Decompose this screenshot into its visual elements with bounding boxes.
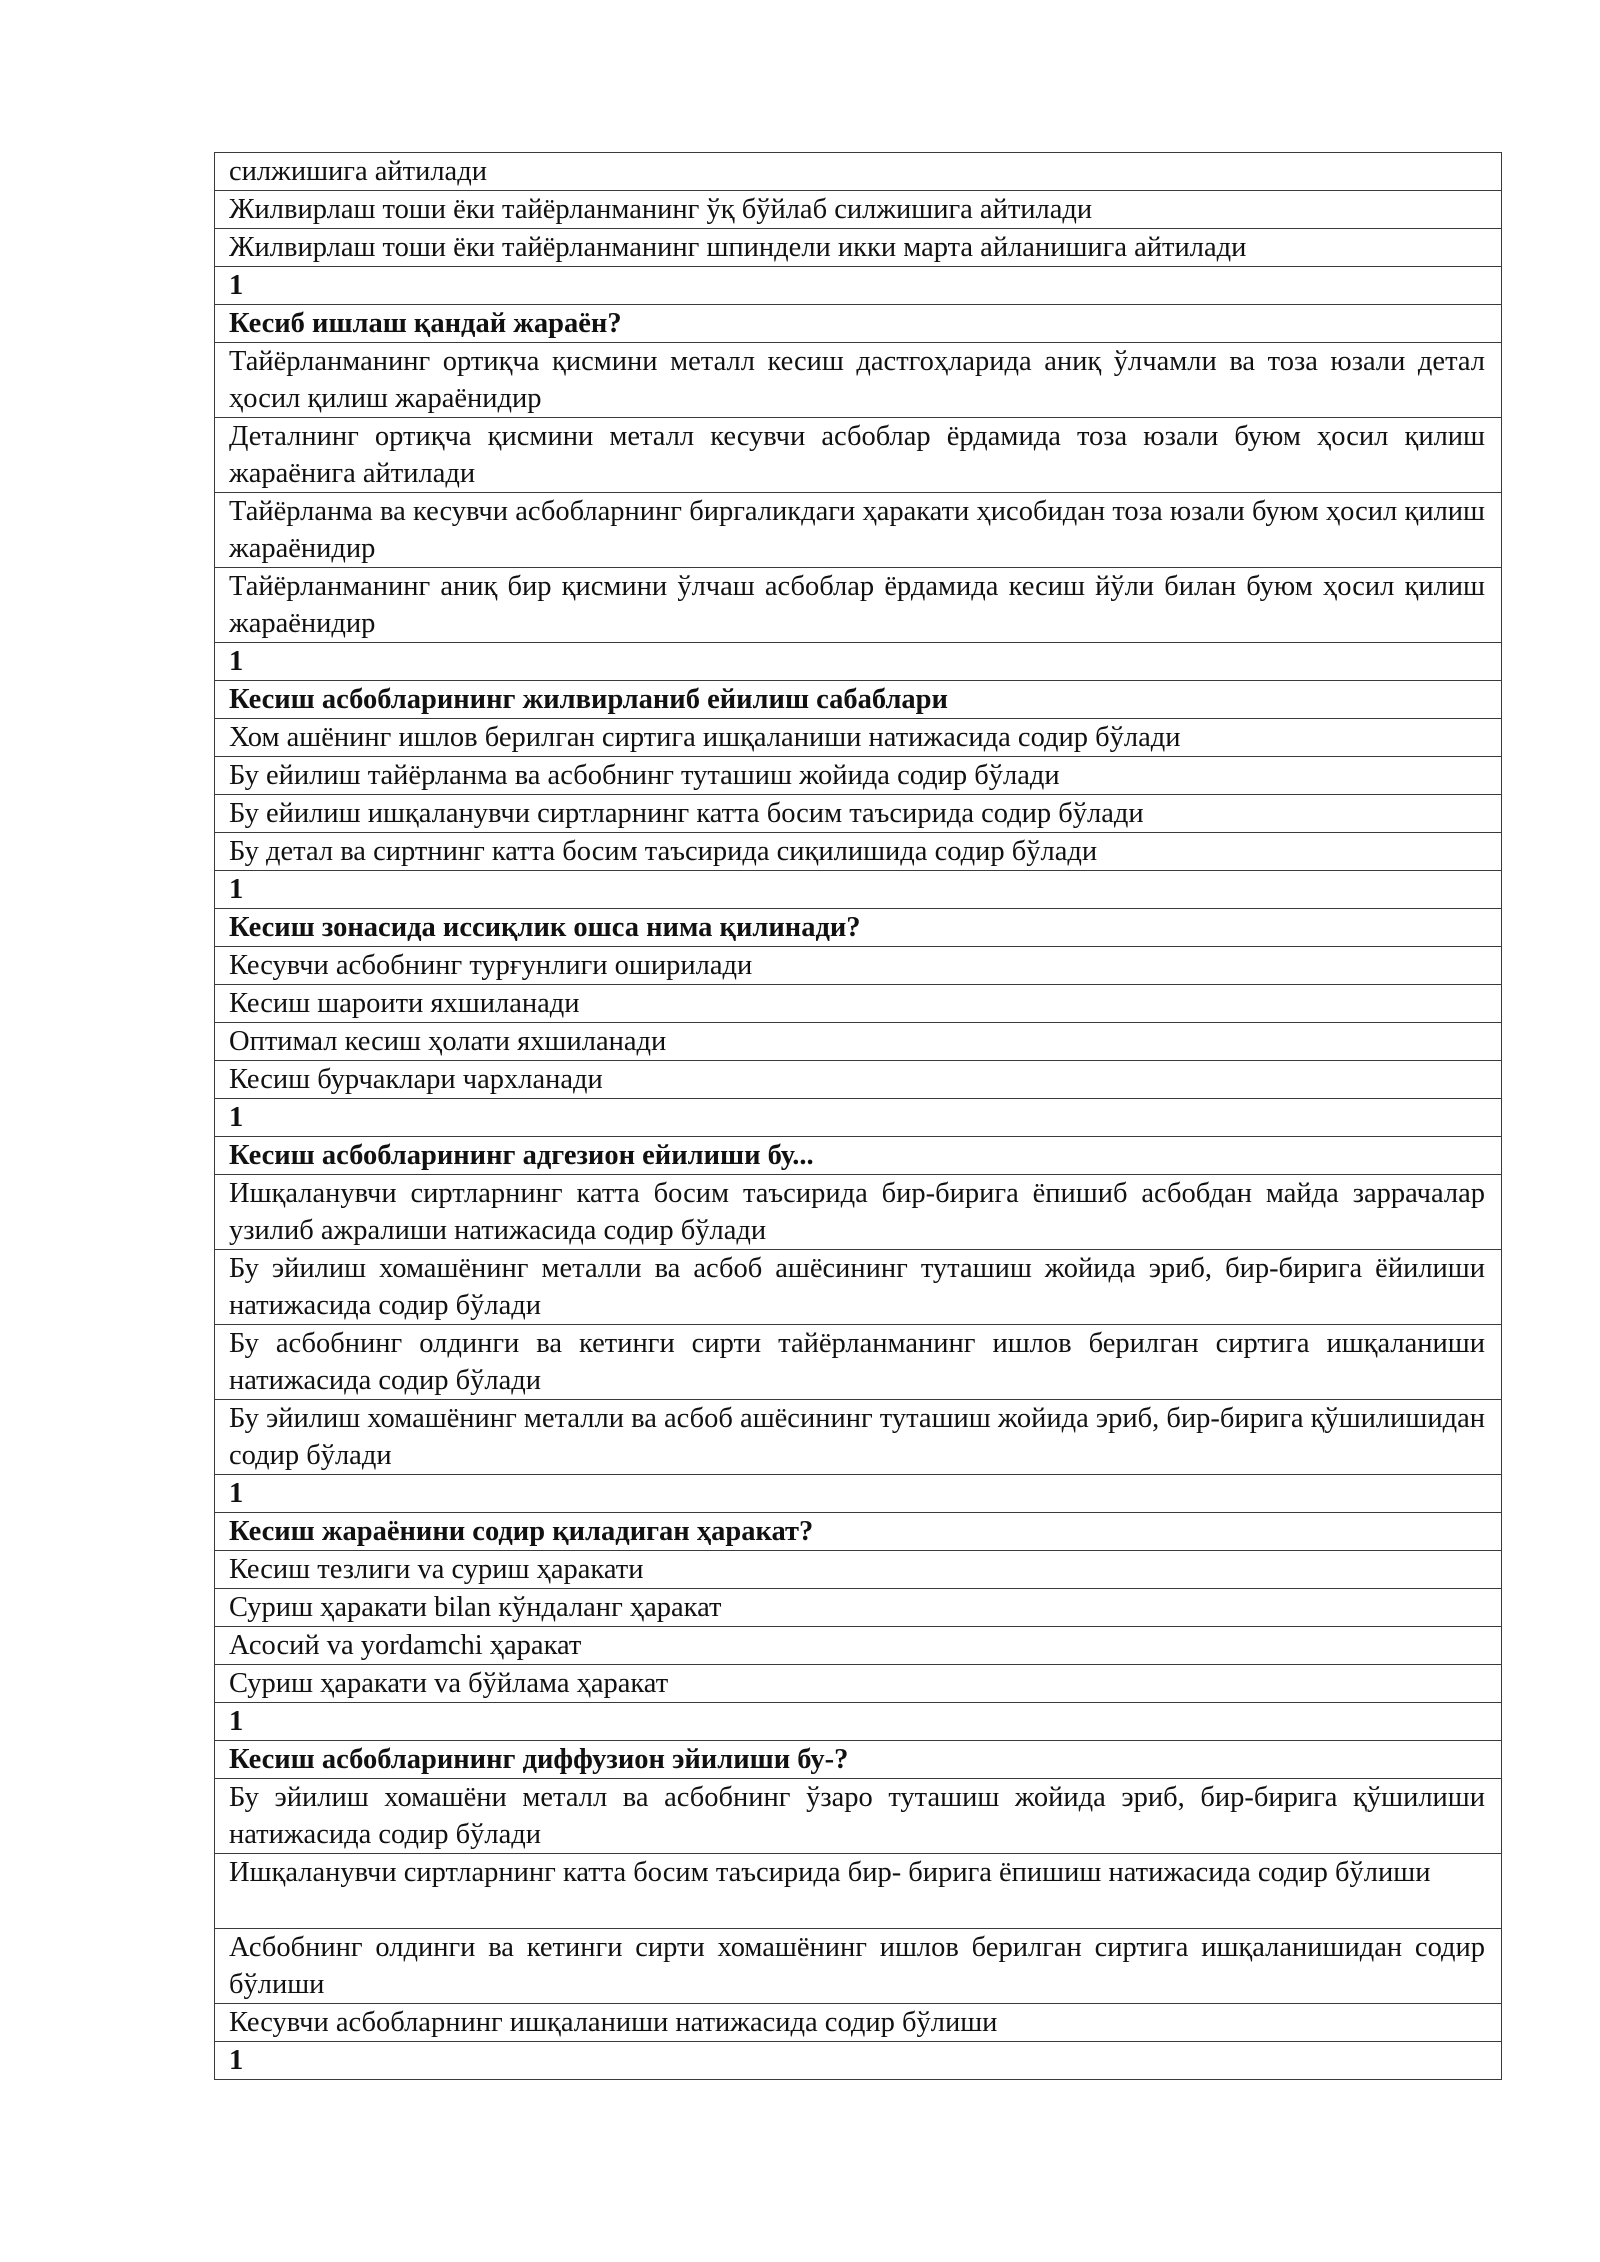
answer-text: Кесувчи асбобларнинг ишқаланиши натижасида содир бўлиши (215, 2004, 1502, 2042)
answer-text: Тайёрланманинг ортиқча қисмини металл кесиш дастгоҳларида аниқ ўлчамли ва тоза юзали детал ҳосил қилиш жараёнидир (215, 343, 1502, 418)
question-text: Кесиш асбобларининг жилвирланиб ейилиш сабаблари (215, 681, 1502, 719)
answer-text: Бу ейилиш ишқаланувчи сиртларнинг катта босим таъсирида содир бўлади (215, 795, 1502, 833)
answer-row (215, 833, 1502, 871)
question-text: Кесиш жараёнини содир қиладиган ҳаракат? (215, 1513, 1502, 1551)
answer-row (215, 757, 1502, 795)
score-value: 1 (215, 1099, 1502, 1137)
answer-row (215, 1929, 1502, 2004)
answer-text: Суриш ҳаракати va бўйлама ҳаракат (215, 1665, 1502, 1703)
answer-row (215, 1665, 1502, 1703)
answer-text: Бу эйилиш хомашёни металл ва асбобнинг ўзаро туташиш жойида эриб, бир-бирига қўшилиши натижасида содир бўлади (215, 1779, 1502, 1854)
answer-row (215, 985, 1502, 1023)
answer-row (215, 1023, 1502, 1061)
answer-row (215, 153, 1502, 191)
answer-text: Кесиш тезлиги va суриш ҳаракати (215, 1551, 1502, 1589)
answer-row (215, 1627, 1502, 1665)
answer-text: Ишқаланувчи сиртларнинг катта босим таъсирида бир- бирига ёпишиш натижасида содир бўлиши (215, 1854, 1502, 1929)
answer-text: Тайёрланманинг аниқ бир қисмини ўлчаш асбоблар ёрдамида кесиш йўли билан буюм ҳосил қилиш жараёнидир (215, 568, 1502, 643)
answer-text: Асбобнинг олдинги ва кетинги сирти хомашёнинг ишлов берилган сиртига ишқаланишидан содир бўлиши (215, 1929, 1502, 2004)
score-row (215, 643, 1502, 681)
question-row (215, 1513, 1502, 1551)
answer-row (215, 1779, 1502, 1854)
score-value: 1 (215, 643, 1502, 681)
answer-row (215, 947, 1502, 985)
answer-text: Тайёрланма ва кесувчи асбобларнинг биргаликдаги ҳаракати ҳисобидан тоза юзали буюм ҳосил қилиш жараёнидир (215, 493, 1502, 568)
answer-row (215, 1175, 1502, 1250)
answer-row (215, 191, 1502, 229)
question-row (215, 1741, 1502, 1779)
answer-row (215, 568, 1502, 643)
question-text: Кесиш асбобларининг диффузион эйилиши бу-? (215, 1741, 1502, 1779)
answer-row (215, 418, 1502, 493)
answer-text: Бу детал ва сиртнинг катта босим таъсирида сиқилишида содир бўлади (215, 833, 1502, 871)
score-row (215, 267, 1502, 305)
answer-row (215, 2004, 1502, 2042)
score-value: 1 (215, 267, 1502, 305)
answer-text: Кесувчи асбобнинг турғунлиги оширилади (215, 947, 1502, 985)
answer-row (215, 343, 1502, 418)
answer-text: Кесиш шароити яхшиланади (215, 985, 1502, 1023)
answer-text: Жилвирлаш тоши ёки тайёрланманинг шпиндели икки марта айланишига айтилади (215, 229, 1502, 267)
question-text: Кесиш зонасида иссиқлик ошса нима қилинади? (215, 909, 1502, 947)
answer-row (215, 229, 1502, 267)
score-row (215, 871, 1502, 909)
answer-text: Бу эйилиш хомашёнинг металли ва асбоб ашёсининг туташиш жойида эриб, бир-бирига қўшилишидан содир бўлади (215, 1400, 1502, 1475)
score-row (215, 2042, 1502, 2080)
question-text: Кесиш асбобларининг адгезион ейилиши бу... (215, 1137, 1502, 1175)
answer-text: Кесиш бурчаклари чархланади (215, 1061, 1502, 1099)
answer-text: Деталнинг ортиқча қисмини металл кесувчи асбоблар ёрдамида тоза юзали буюм ҳосил қилиш жараёнига айтилади (215, 418, 1502, 493)
answer-row (215, 1589, 1502, 1627)
answer-row (215, 1400, 1502, 1475)
answer-text: Бу асбобнинг олдинги ва кетинги сирти тайёрланманинг ишлов берилган сиртига ишқаланиши натижасида содир бўлади (215, 1325, 1502, 1400)
answer-row (215, 1325, 1502, 1400)
score-row (215, 1099, 1502, 1137)
question-text: Кесиб ишлаш қандай жараён? (215, 305, 1502, 343)
answer-row (215, 493, 1502, 568)
quiz-table-body (215, 153, 1502, 2080)
question-row (215, 909, 1502, 947)
score-row (215, 1475, 1502, 1513)
score-value: 1 (215, 2042, 1502, 2080)
answer-row (215, 795, 1502, 833)
answer-text: Суриш ҳаракати bilan кўндаланг ҳаракат (215, 1589, 1502, 1627)
answer-text: Бу эйилиш хомашёнинг металли ва асбоб ашёсининг туташиш жойида эриб, бир-бирига ёйилиши натижасида содир бўлади (215, 1250, 1502, 1325)
answer-text: Жилвирлаш тоши ёки тайёрланманинг ўқ бўйлаб силжишига айтилади (215, 191, 1502, 229)
question-row (215, 681, 1502, 719)
answer-row (215, 1061, 1502, 1099)
answer-text: Оптимал кесиш ҳолати яхшиланади (215, 1023, 1502, 1061)
question-row (215, 1137, 1502, 1175)
answer-text: Асосий va yordamchi ҳаракат (215, 1627, 1502, 1665)
question-row (215, 305, 1502, 343)
answer-text: Хом ашёнинг ишлов берилган сиртига ишқаланиши натижасида содир бўлади (215, 719, 1502, 757)
answer-row (215, 719, 1502, 757)
score-value: 1 (215, 871, 1502, 909)
answer-text: Бу ейилиш тайёрланма ва асбобнинг туташиш жойида содир бўлади (215, 757, 1502, 795)
score-row (215, 1703, 1502, 1741)
score-value: 1 (215, 1703, 1502, 1741)
quiz-table (214, 152, 1502, 2080)
answer-row (215, 1551, 1502, 1589)
answer-row (215, 1250, 1502, 1325)
answer-row (215, 1854, 1502, 1929)
answer-text: Ишқаланувчи сиртларнинг катта босим таъсирида бир-бирига ёпишиб асбобдан майда заррачалар узилиб ажралиши натижасида содир бўлади (215, 1175, 1502, 1250)
score-value: 1 (215, 1475, 1502, 1513)
answer-text: силжишига айтилади (215, 153, 1502, 191)
